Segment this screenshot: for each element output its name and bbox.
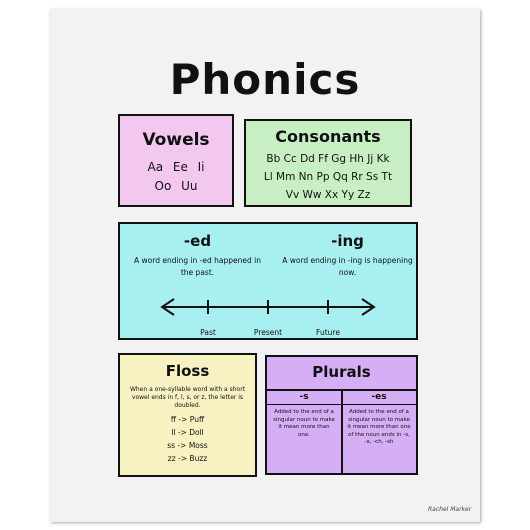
vowels-row: Aa Ee Ii [147,160,205,174]
consonants-heading: Consonants [275,127,381,146]
consonants-box [244,119,412,207]
vowels-letters [120,158,232,196]
ed-column [130,232,265,279]
ed-description: A word ending in -ed happened in the past. [134,256,261,277]
plurals-columns [267,389,416,475]
plurals-es-suffix: -es [342,391,416,405]
ed-heading: -ed [183,232,212,250]
timeline-label-future: Future [316,328,340,337]
ing-column [280,232,415,279]
vowels-row: Oo Uu [154,179,198,193]
plurals-heading: Plurals [312,363,371,381]
plurals-es-description: Added to the end of a singular noun to make it mean more than one of the noun ends in -s, -x, -ch, -sh [347,409,411,445]
plurals-s-column [267,391,343,475]
plurals-es-column [342,391,416,475]
vowels-heading: Vowels [142,130,210,150]
floss-heading: Floss [165,362,210,380]
timeline-label-past: Past [200,328,216,337]
vowels-box [118,114,234,207]
floss-description: When a one-syllable word with a short vowel ends in f, l, s, or z, the letter is doubled. [129,386,246,409]
floss-example: ll -> Doll [171,428,204,437]
consonants-letters [246,150,410,204]
artist-signature: Rachel Marker [428,506,472,513]
plurals-s-suffix: -s [267,391,341,405]
floss-example: zz -> Buzz [167,454,208,463]
consonants-row: Vv Ww Xx Yy Zz [285,189,371,201]
plurals-s-description: Added to the end of a singular noun to make it mean more than one. [273,409,335,438]
ing-heading: -ing [331,232,364,250]
phonics-poster [50,9,480,522]
consonants-row: Ll Mm Nn Pp Qq Rr Ss Tt [263,171,393,183]
poster-title: Phonics [169,55,361,104]
floss-example: ss -> Moss [167,441,208,450]
plurals-box [265,355,418,475]
floss-box [118,353,257,477]
ing-description: A word ending in -ing is happening now. [282,256,413,277]
timeline-label-present: Present [253,328,283,337]
consonants-row: Bb Cc Dd Ff Gg Hh Jj Kk [266,153,390,165]
timeline-arrow [120,294,416,324]
floss-examples [120,413,255,465]
ed-ing-box [118,222,418,340]
floss-example: ff -> Puff [170,415,205,424]
